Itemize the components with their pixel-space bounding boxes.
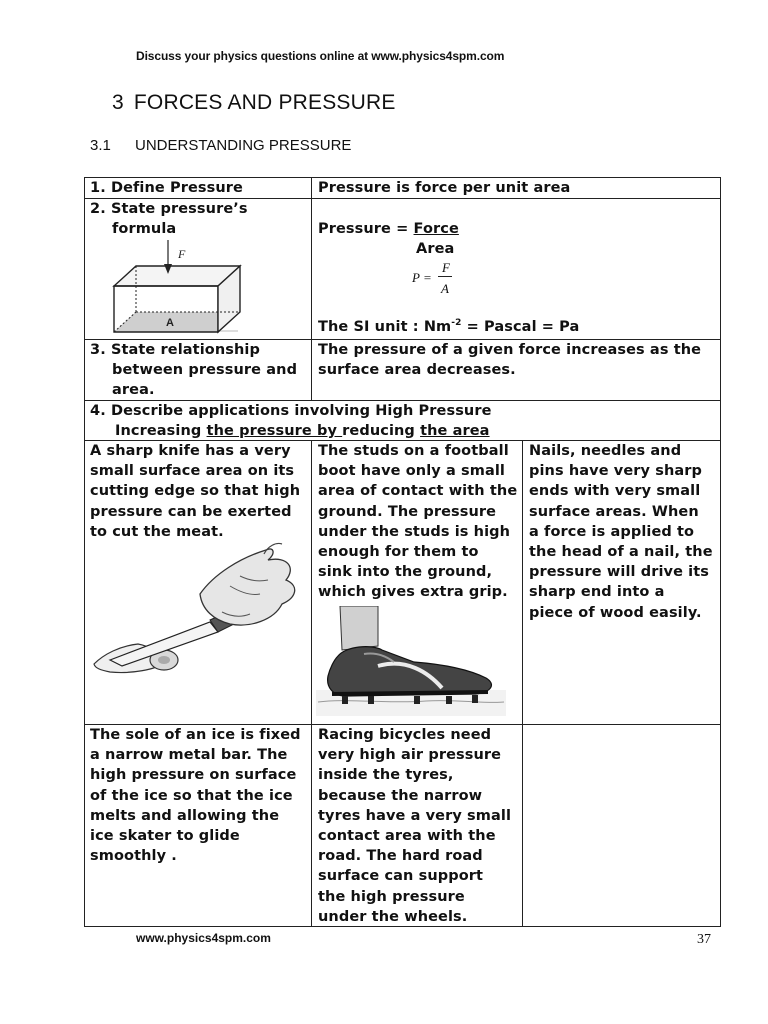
si-unit-prefix: The SI unit : Nm <box>318 319 452 335</box>
row3-question-line2: between pressure and <box>112 362 298 379</box>
section-number: 3.1 <box>90 137 111 154</box>
row3-question-line1: 3. State relationship <box>90 342 260 358</box>
row3-answer <box>318 340 701 380</box>
si-unit-suffix: = Pascal = Pa <box>461 319 580 335</box>
pressure-box-diagram <box>90 240 250 336</box>
row2-question-line2: formula <box>112 221 177 238</box>
row1-question: 1. Define Pressure <box>90 180 243 196</box>
footer-url: www.physics4spm.com <box>136 931 271 945</box>
symbolic-lhs: P = <box>412 270 432 285</box>
ice-skate-text: The sole of an ice is fixed a narrow metal bar. The high pressure on surface of the ice so that the ice melts and allowing the ice skater to glide smoothly . <box>90 727 301 865</box>
row2-question <box>90 199 248 239</box>
row1-answer: Pressure is force per unit area <box>318 180 571 196</box>
row2-formula-line1 <box>318 219 459 239</box>
diagram-force-label: F <box>178 247 186 261</box>
row3-answer-line1: The pressure of a given force increases as the <box>318 342 702 358</box>
row2-si-unit <box>318 317 579 337</box>
row4-heading <box>90 401 492 441</box>
row2-formula-denominator: Area <box>416 241 455 257</box>
formula-numerator: Force <box>413 221 459 237</box>
row3-question-line3: area. <box>112 382 155 399</box>
symbolic-denominator: A <box>441 281 449 296</box>
chapter-number: 3 <box>112 91 124 114</box>
football-boot-text: The studs on a football boot have only a small area of contact with the ground. The pressure under the studs is high enough for them to sink into the ground, which gives extra grip. <box>318 443 518 601</box>
si-unit-exponent: -2 <box>451 318 462 329</box>
section-heading <box>90 137 351 154</box>
row3-question <box>90 340 297 401</box>
symbolic-numerator: F <box>442 260 450 275</box>
page-number: 37 <box>697 932 711 947</box>
page-header: Discuss your physics questions online at www.physics4spm.com <box>136 49 505 63</box>
section-title: UNDERSTANDING PRESSURE <box>135 137 352 154</box>
fraction-bar <box>438 276 452 277</box>
row4-heading-line2: Increasing the pressure by reducing the area <box>115 423 490 440</box>
racing-bicycle-text: Racing bicycles need very high air pressure inside the tyres, because the narrow tyres have a very small contact area with the road. The hard road surface can support the high pressure under the wheels. <box>318 727 512 925</box>
diagram-area-label: A <box>166 317 174 329</box>
chapter-title-text: FORCES AND PRESSURE <box>133 91 396 114</box>
knife-cutting-illustration <box>90 540 308 676</box>
nails-text: Nails, needles and pins have very sharp ends with very small surface areas. When a force is applied to the head of a nail, the pressure will drive its sharp end into a piece of wood easily. <box>529 443 713 621</box>
knife-text: A sharp knife has a very small surface area on its cutting edge so that high pressure can be exerted to cut the meat. <box>90 443 301 540</box>
row3-answer-line2: surface area decreases. <box>318 362 516 379</box>
chapter-title <box>112 91 396 115</box>
football-boot-illustration <box>316 606 506 720</box>
row4-heading-line1: 4. Describe applications involving High Pressure <box>90 403 492 419</box>
row2-question-line1: 2. State pressure’s <box>90 201 248 217</box>
formula-prefix: Pressure = <box>318 221 414 237</box>
